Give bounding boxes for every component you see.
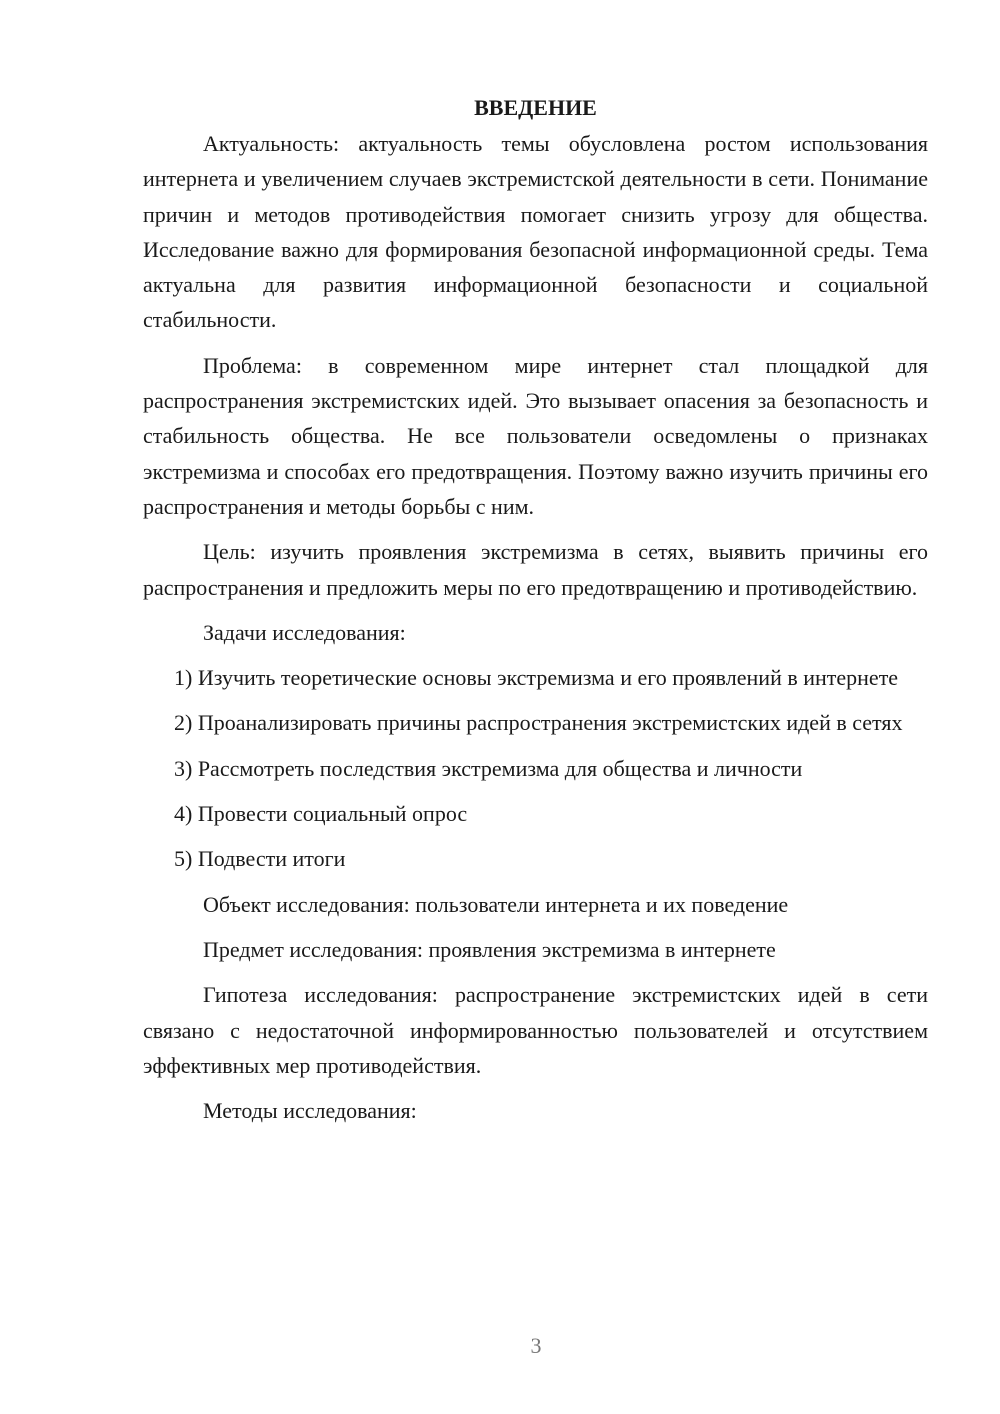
page-title: ВВЕДЕНИЕ xyxy=(474,95,597,120)
task-list-item: 3) Рассмотреть последствия экстремизма для общества и личности xyxy=(174,755,803,781)
paragraph-methods-heading: Методы исследования: xyxy=(203,1098,417,1124)
task-list-item: 4) Провести социальный опрос xyxy=(174,801,468,827)
task-list-item: 5) Подвести итоги xyxy=(174,846,346,872)
paragraph-subject: Предмет исследования: проявления экстремизма в интернете xyxy=(203,936,776,962)
paragraph-hypothesis: Гипотеза исследования: распространение экстремистских идей в сети связано с недостаточной информированностью пользователей и отсутствием эффективных мер противодействия. xyxy=(143,982,928,1078)
paragraph-goal: Цель: изучить проявления экстремизма в сетях, выявить причины его распространения и предложить меры по его предотвращению и противодействию. xyxy=(143,539,928,600)
page-number: 3 xyxy=(530,1333,542,1358)
paragraph-object: Объект исследования: пользователи интернета и их поведение xyxy=(203,891,789,917)
paragraph-problem: Проблема: в современном мире интернет стал площадкой для распространения экстремистских идей. Это вызывает опасения за безопасность и стабильность общества. Не все пользователи осведомлены о признаках экстремизма и способах его предотвращения. Поэтому важно изучить причины его распространения и методы борьбы с ним. xyxy=(143,352,928,519)
task-list-item: 2) Проанализировать причины распространения экстремистских идей в сетях xyxy=(174,710,903,736)
paragraph-tasks-heading: Задачи исследования: xyxy=(203,619,406,645)
page-content xyxy=(143,90,928,1138)
task-list-item: 1) Изучить теоретические основы экстремизма и его проявлений в интернете xyxy=(174,665,899,691)
paragraph-relevance: Актуальность: актуальность темы обусловлена ростом использования интернета и увеличением случаев экстремистской деятельности в сети. Понимание причин и методов противодействия помогает снизить угрозу для общества. Исследование важно для формирования безопасной информационной среды. Тема актуальна для развития информационной безопасности и социальной стабильности. xyxy=(143,131,928,333)
